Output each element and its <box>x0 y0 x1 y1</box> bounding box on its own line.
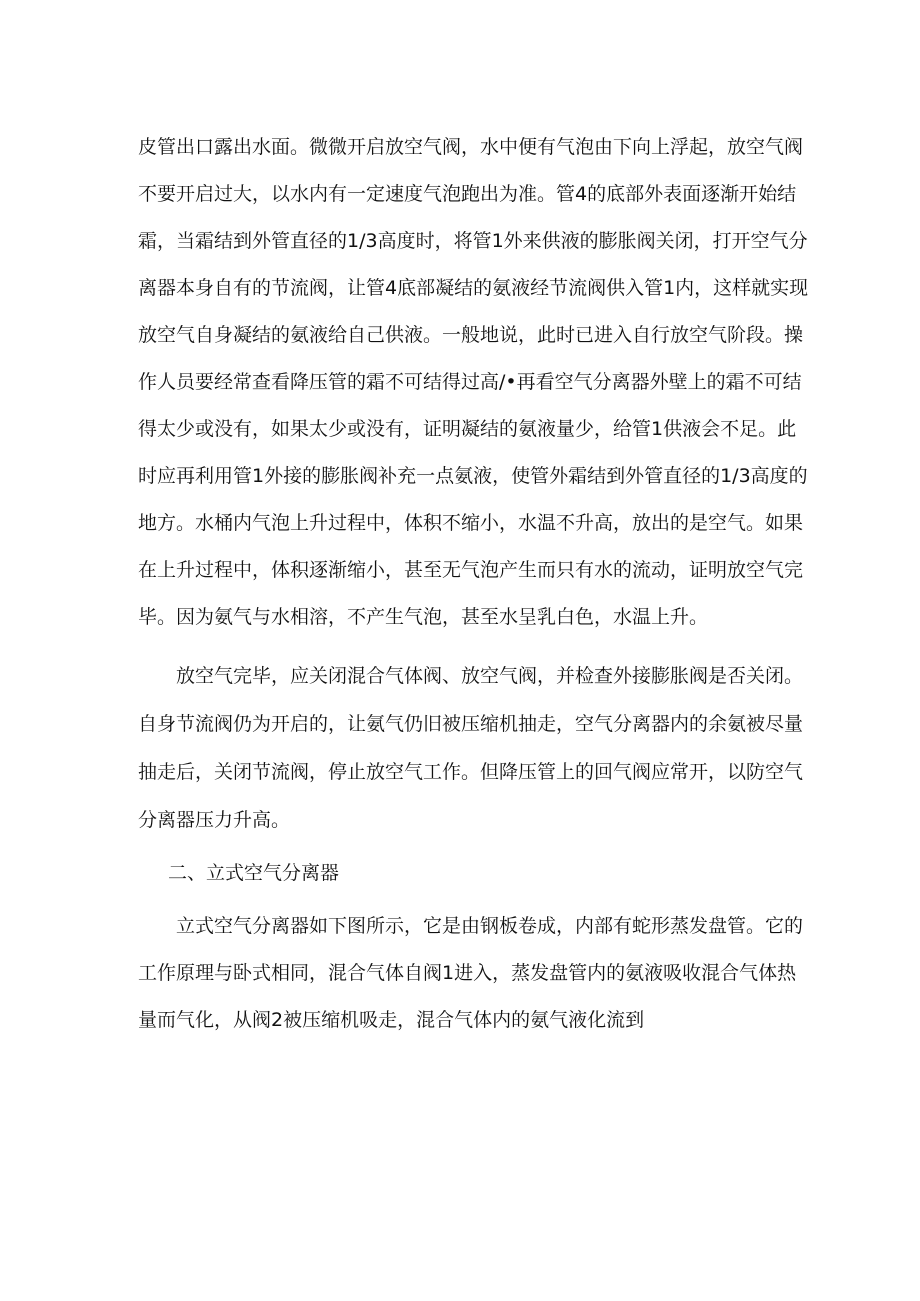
paragraph-line: 毕。因为氨气与水相溶，不产生气泡，甚至水呈乳白色，水温上升。 <box>138 606 709 628</box>
paragraph-line: 分离器压力升高。 <box>138 809 291 831</box>
paragraph-line: 离器本身自有的节流阀，让管4底部凝结的氨液经节流阀供入管1内，这样就实现 <box>138 277 809 299</box>
paragraph-line: 时应再利用管1外接的膨胀阀补充一点氨液，使管外霜结到外管直径的1/3高度的 <box>138 465 808 487</box>
section-heading: 二、立式空气分离器 <box>168 862 340 884</box>
paragraph-line: 放空气完毕，应关闭混合气体阀、放空气阀，并检查外接膨胀阀是否关闭。 <box>176 665 804 687</box>
paragraph-line: 抽走后，关闭节流阀，停止放空气工作。但降压管上的回气阀应常开，以防空气 <box>138 761 804 783</box>
paragraph-line: 皮管出口露出水面。微微开启放空气阀，水中便有气泡由下向上浮起，放空气阀 <box>138 136 804 158</box>
paragraph-line: 放空气自身凝结的氨液给自己供液。一般地说，此时已进入自行放空气阶段。操 <box>138 324 804 346</box>
paragraph-line: 不要开启过大，以水内有一定速度气泡跑出为准。管4的底部外表面逐渐开始结 <box>138 183 797 205</box>
paragraph-line: 作人员要经常查看降压管的霜不可结得过高/•再看空气分离器外壁上的霜不可结 <box>138 371 802 393</box>
paragraph-line: 立式空气分离器如下图所示，它是由钢板卷成，内部有蛇形蒸发盘管。它的 <box>176 915 804 937</box>
paragraph-line: 自身节流阀仍为开启的，让氨气仍旧被压缩机抽走，空气分离器内的余氨被尽量 <box>138 713 804 735</box>
paragraph-line: 霜，当霜结到外管直径的1/3高度时，将管1外来供液的膨胀阀关闭，打开空气分 <box>138 230 808 252</box>
paragraph-line: 工作原理与卧式相同，混合气体自阀1进入，蒸发盘管内的氨液吸收混合气体热 <box>138 962 797 984</box>
paragraph-line: 在上升过程中，体积逐渐缩小，甚至无气泡产生而只有水的流动，证明放空气完 <box>138 559 804 581</box>
paragraph-line: 地方。水桶内气泡上升过程中，体积不缩小，水温不升高，放出的是空气。如果 <box>138 512 804 534</box>
paragraph-line: 得太少或没有，如果太少或没有，证明凝结的氨液量少，给管1供液会不足。此 <box>138 418 797 440</box>
paragraph-line: 量而气化，从阀2被压缩机吸走，混合气体内的氨气液化流到 <box>138 1009 645 1031</box>
